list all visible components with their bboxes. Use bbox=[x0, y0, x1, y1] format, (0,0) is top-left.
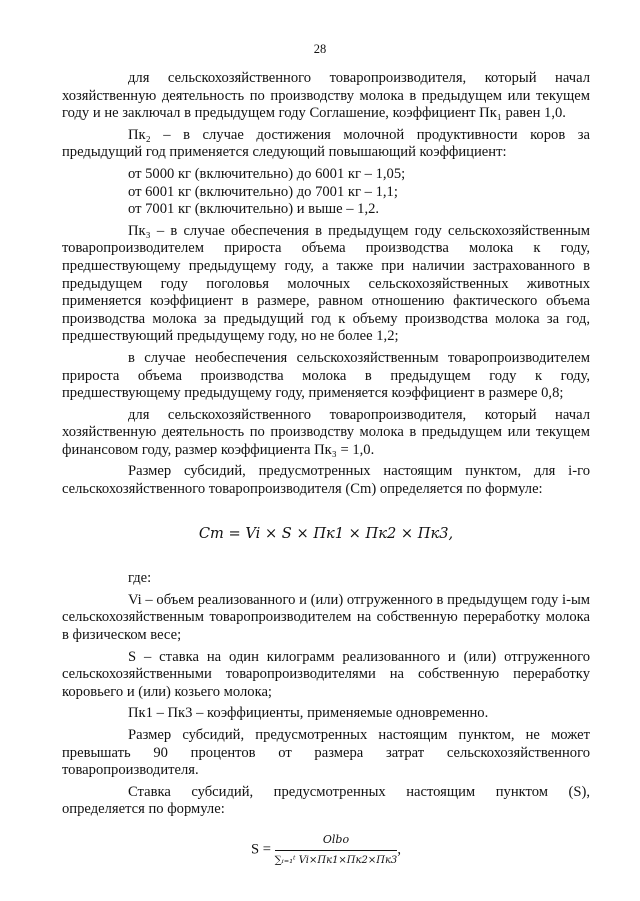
paragraph-pk2: Пк₂ – в случае достижения молочной продуктивности коров за предыдущий год применяется следующий повышающий коэффициент: bbox=[62, 126, 590, 161]
formula-s-fraction bbox=[275, 831, 398, 869]
formula-s-numerator: Olbo bbox=[275, 831, 398, 851]
paragraph-pk3: Пк₃ – в случае обеспечения в предыдущем году сельскохозяйственным товаропроизводителем прироста объема производства молока к году, предшествующему предыдущему году, а также при наличии застрахованного в предыдущем году поголовья молочных сельскохозяйственных животных применяется коэффициент в размере, равном отношению фактического объема производства молока за предыдущий год к объему производства молока за год, предшествующий предыдущему году, но не более 1,2; bbox=[62, 222, 590, 345]
paragraph-subsidy-size: Размер субсидий, предусмотренных настоящим пунктом, для i-го сельскохозяйственного товаропроизводителя (Cm) определяется по формуле: bbox=[62, 463, 590, 498]
where-label: где: bbox=[128, 570, 152, 587]
definition-vi: Vi – объем реализованного и (или) отгруженного в предыдущем году i-ым сельскохозяйственным товаропроизводителем на собственную переработку молока в физическом весе; bbox=[62, 591, 590, 644]
formula-s-lhs: S = bbox=[251, 841, 272, 858]
formula-cm: Cm = Vi × S × Пк1 × Пк2 × Пк3, bbox=[198, 524, 454, 542]
formula-s-trail: , bbox=[397, 841, 401, 858]
page-number: 28 bbox=[313, 42, 327, 56]
pk2-range-1: от 5000 кг (включительно) до 6001 кг – 1,05; bbox=[128, 165, 406, 182]
paragraph-max-subsidy: Размер субсидий, предусмотренных настоящим пунктом, не может превышать 90 процентов от размера затрат сельскохозяйственного товаропроизводителя. bbox=[62, 727, 590, 779]
pk2-range-2: от 6001 кг (включительно) до 7001 кг – 1,1; bbox=[128, 183, 398, 200]
document-body bbox=[62, 70, 590, 869]
paragraph-1: для сельскохозяйственного товаропроизводителя, который начал хозяйственную деятельность по производству молока в предыдущем или текущем году и не заключал в предыдущем году Соглашение, коэффициент Пк₁ равен 1,0. bbox=[62, 70, 590, 122]
paragraph-pk3-new-producer: для сельскохозяйственного товаропроизводителя, который начал хозяйственную деятельность по производству молока в предыдущем или текущем финансовом году, размер коэффициента Пк₃ = 1,0. bbox=[62, 406, 590, 458]
formula-s-denominator: ∑ᵢ₌₁ᵗ Vi×Пк1×Пк2×Пк3 bbox=[274, 854, 398, 866]
formula-s bbox=[62, 831, 590, 869]
pk2-range-3: от 7001 кг (включительно) и выше – 1,2. bbox=[128, 201, 380, 218]
paragraph-pk3-no-growth: в случае необеспечения сельскохозяйственным товаропроизводителем прироста объема производства молока в предыдущем году к году, предшествующему предыдущему году, применяется коэффициент в размере 0,8; bbox=[62, 349, 590, 402]
definition-coefficients: Пк1 – Пк3 – коэффициенты, применяемые одновременно. bbox=[128, 705, 489, 722]
definition-s: S – ставка на один килограмм реализованного и (или) отгруженного сельскохозяйственными товаропроизводителями на собственную переработку коровьего и (или) козьего молока; bbox=[62, 648, 590, 700]
paragraph-rate: Ставка субсидий, предусмотренных настоящим пунктом (S), определяется по формуле: bbox=[62, 783, 590, 818]
